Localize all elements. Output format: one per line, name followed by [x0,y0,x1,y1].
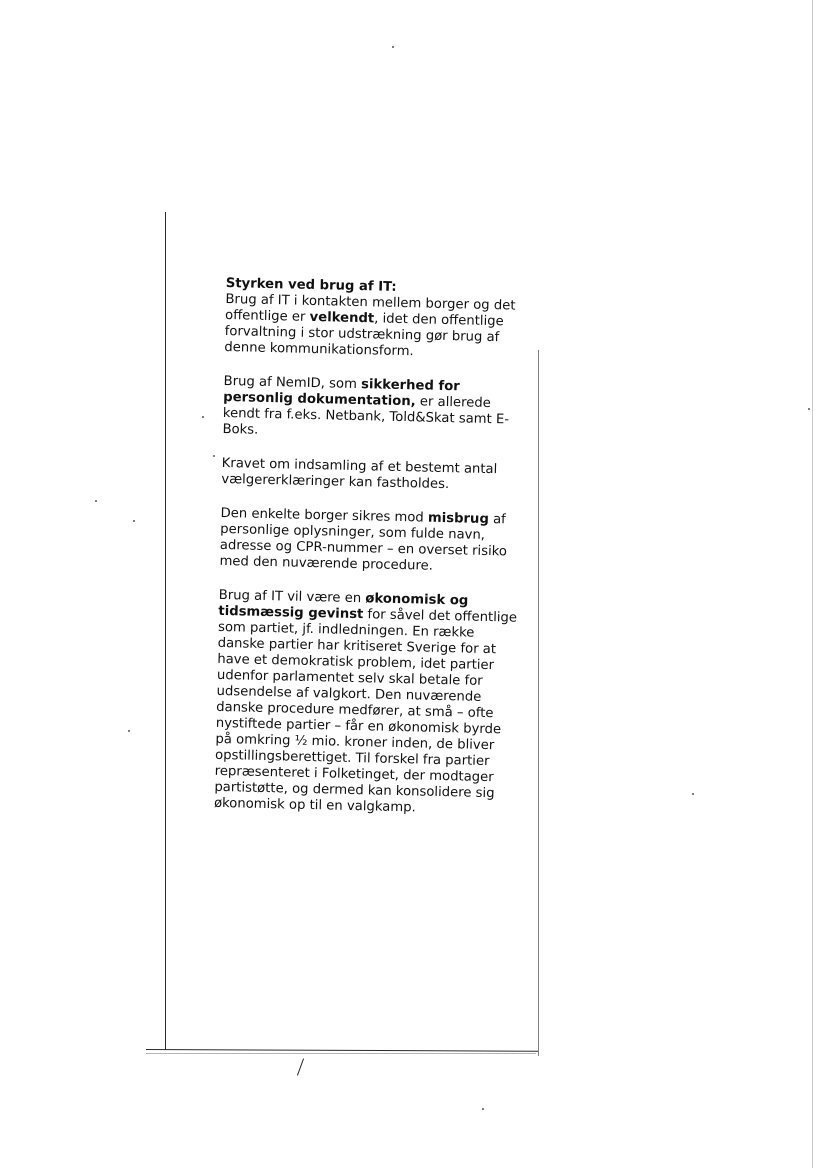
scan-speck [482,1108,484,1110]
scan-speck [128,730,130,732]
scan-speck [692,793,694,795]
paragraph-declarations: Kravet om indsamling af et bestemt antal vælgererklæringer kan fastholdes. [221,455,498,493]
paragraph-text: er allerede kendt fra f.eks. Netbank, Told&Skat samt E-Boks. [222,394,510,438]
paragraph-text: af personlige oplysninger, som fulde navn, adresse og CPR-nummer – en overset risiko med den nuværende procedure. [219,512,508,574]
section-heading: Styrken ved brug af IT: [225,276,397,295]
scan-speck [95,500,97,502]
scan-speck [202,416,204,418]
paragraph-text: , idet den offentlige forvaltning i stor udstrækning gør brug af denne kommunikationsform. [224,311,504,360]
scan-speck [133,520,135,522]
paragraph-text: Brug af NemID, som [223,373,362,393]
paragraph-misuse [219,506,525,577]
paragraph-economic-gain [214,588,524,819]
paper-bottom-edge [146,1049,538,1052]
document-body [213,276,530,837]
right-margin-line [812,0,813,1168]
paragraph-text: for såvel det offentlige som partiet, jf. indledningen. En række danske partier har kritiseret Sverige for at have et demokratisk problem, idet partier udenfor parlamentet selv skal betale for udsendelse af valgkort. Den nuværende danske procedure medfører, at små – ofte nystiftede partier – får en økonomisk byrde på omkring ½ mio. kroner inden, de bliver opstillingsberettiget. Til forskel fra partier repræsenteret i Folketinget, der modtager partistøtte, og dermed kan konsolidere sig økonomisk op til en valgkamp. [213,607,518,816]
bold-phrase: velkendt [309,309,375,327]
section-strengths [224,276,531,363]
scan-speck [213,455,215,457]
bold-phrase: misbrug [427,510,490,528]
paper-right-edge [538,350,539,1056]
paper-bottom-shadow [146,1053,536,1054]
paper-left-edge [165,212,166,1050]
scan-speck [392,46,394,48]
paragraph-text: Brug af IT i kontakten mellem borger og det offentlige er [224,291,516,325]
scan-speck [808,408,810,410]
paragraph-text: Brug af IT vil være en [218,587,366,607]
paragraph-nemid [222,374,528,445]
bold-phrase: økonomisk og tidsmæssig gevinst [218,591,469,623]
paragraph-text: Den enkelte borger sikres mod [220,505,429,526]
bold-phrase: sikkerhed for personlig dokumentation, [223,377,460,410]
scan-tick-mark [297,1058,304,1075]
